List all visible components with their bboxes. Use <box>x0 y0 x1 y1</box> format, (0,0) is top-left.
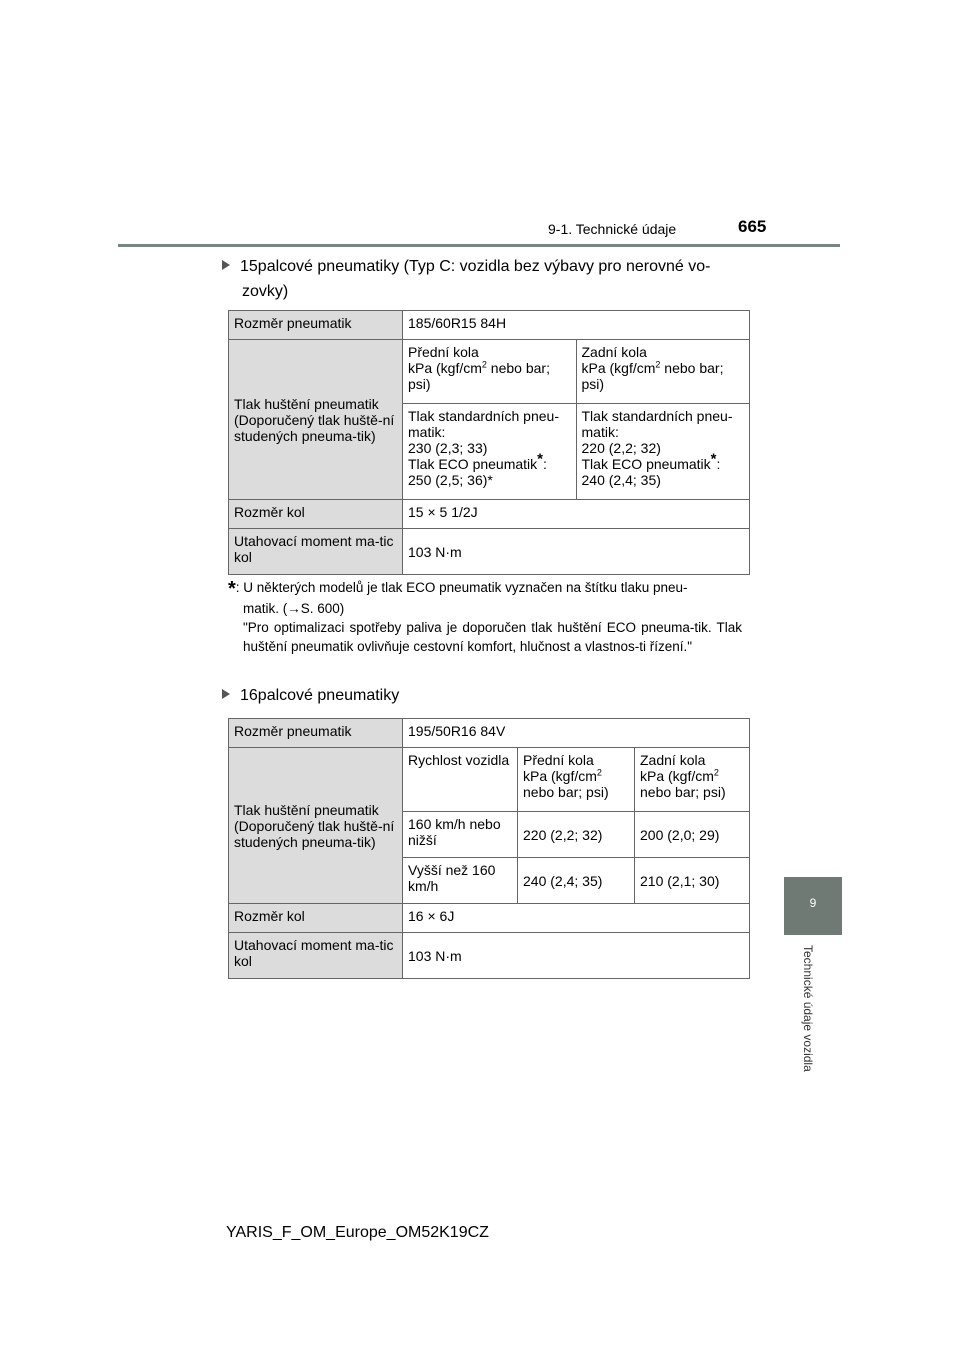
rear-wheel-header <box>635 748 750 812</box>
front-header-unit-rest: nebo bar; psi) <box>408 360 550 392</box>
chapter-tab[interactable] <box>784 877 842 935</box>
rear-header-title: Zadní kola <box>640 752 706 768</box>
heading-text-line1: 15palcové pneumatiky (Typ C: vozidla bez výbavy pro nerovné vo- <box>240 258 711 275</box>
front-header-title: Přední kola <box>408 344 479 360</box>
rear-eco-colon: : <box>716 456 721 472</box>
tire-table-15inch <box>228 310 750 575</box>
footnote <box>228 578 742 656</box>
pressure-label: Tlak huštění pneumatik (Doporučený tlak huště-ní studených pneuma-tik) <box>229 748 403 904</box>
front-pressure-values <box>403 404 577 500</box>
chapter-number: 9 <box>809 896 817 910</box>
rear-pressure-value: 200 (2,0; 29) <box>635 812 750 858</box>
torque-value: 103 N·m <box>403 933 750 979</box>
triangle-bullet-icon <box>222 689 230 699</box>
rear-header-unit: kPa (kgf/cm <box>640 768 714 784</box>
front-wheel-header <box>403 340 577 404</box>
front-pressure-value: 220 (2,2; 32) <box>518 812 635 858</box>
speed-value: Vyšší než 160 km/h <box>403 858 518 904</box>
front-std-label: Tlak standardních pneu-matik: <box>408 408 559 440</box>
tire-size-label: Rozměr pneumatik <box>229 311 403 340</box>
rear-pressure-value: 210 (2,1; 30) <box>635 858 750 904</box>
footnote-line3: "Pro optimalizaci spotřeby paliva je doporučen tlak huštění ECO pneuma-tik. Tlak huštění pneumatik ovlivňuje cestovní komfort, hlučnost a vlastnos-ti řízení." <box>243 620 742 654</box>
rear-std-label: Tlak standardních pneu-matik: <box>581 408 733 440</box>
superscript: 2 <box>713 767 719 778</box>
tire-size-label: Rozměr pneumatik <box>229 719 403 748</box>
front-eco-colon: : <box>543 456 547 472</box>
superscript: 2 <box>596 767 602 778</box>
rear-header-unit-rest: nebo bar; psi) <box>640 784 726 800</box>
front-header-unit: kPa (kgf/cm <box>408 360 482 376</box>
superscript: 2 <box>481 359 487 370</box>
document-code: YARIS_F_OM_Europe_OM52K19CZ <box>226 1224 489 1241</box>
front-pressure-value: 240 (2,4; 35) <box>518 858 635 904</box>
torque-value: 103 N·m <box>403 529 750 575</box>
speed-header: Rychlost vozidla <box>403 748 518 812</box>
rear-wheel-header <box>576 340 750 404</box>
superscript: 2 <box>655 359 661 370</box>
rear-eco-value: 240 (2,4; 35) <box>581 472 661 488</box>
section-heading-16inch <box>222 683 750 708</box>
footnote-marker: * <box>710 450 717 468</box>
torque-label: Utahovací moment ma-tic kol <box>229 933 403 979</box>
front-std-value: 230 (2,3; 33) <box>408 440 488 456</box>
header-divider <box>118 244 840 247</box>
heading-text: 16palcové pneumatiky <box>240 687 400 704</box>
pressure-label: Tlak huštění pneumatik (Doporučený tlak huště-ní studených pneuma-tik) <box>229 340 403 500</box>
wheel-size-value: 16 × 6J <box>403 904 750 933</box>
page-number: 665 <box>738 217 767 236</box>
torque-label: Utahovací moment ma-tic kol <box>229 529 403 575</box>
footnote-marker: * <box>537 450 544 468</box>
front-eco-label: Tlak ECO pneumatik <box>408 456 538 472</box>
tire-size-value: 185/60R15 84H <box>403 311 750 340</box>
footnote-line1: : U některých modelů je tlak ECO pneumatik vyznačen na štítku tlaku pneu- <box>235 580 688 595</box>
rear-pressure-values <box>576 404 750 500</box>
tire-table-16inch <box>228 718 750 979</box>
chapter-label: Technické údaje vozidla <box>801 945 815 1072</box>
tire-size-value: 195/50R16 84V <box>403 719 750 748</box>
footnote-line2: matik. (→S. 600) <box>243 601 345 616</box>
rear-eco-label: Tlak ECO pneumatik <box>581 456 711 472</box>
wheel-size-label: Rozměr kol <box>229 904 403 933</box>
rear-header-unit-rest: nebo bar; psi) <box>581 360 724 392</box>
rear-header-unit: kPa (kgf/cm <box>581 360 656 376</box>
front-eco-value: 250 (2,5; 36)* <box>408 472 493 488</box>
rear-header-title: Zadní kola <box>581 344 647 360</box>
front-header-unit: kPa (kgf/cm <box>523 768 597 784</box>
triangle-bullet-icon <box>222 260 230 270</box>
wheel-size-value: 15 × 5 1/2J <box>403 500 750 529</box>
wheel-size-label: Rozměr kol <box>229 500 403 529</box>
front-header-title: Přední kola <box>523 752 594 768</box>
section-heading-15inch <box>222 254 750 304</box>
front-wheel-header <box>518 748 635 812</box>
front-header-unit-rest: nebo bar; psi) <box>523 784 609 800</box>
rear-std-value: 220 (2,2; 32) <box>581 440 661 456</box>
heading-text-line2: zovky) <box>242 283 289 300</box>
footnote-marker: * <box>228 578 236 600</box>
section-title: 9-1. Technické údaje <box>548 221 677 237</box>
speed-value: 160 km/h nebo nižší <box>403 812 518 858</box>
